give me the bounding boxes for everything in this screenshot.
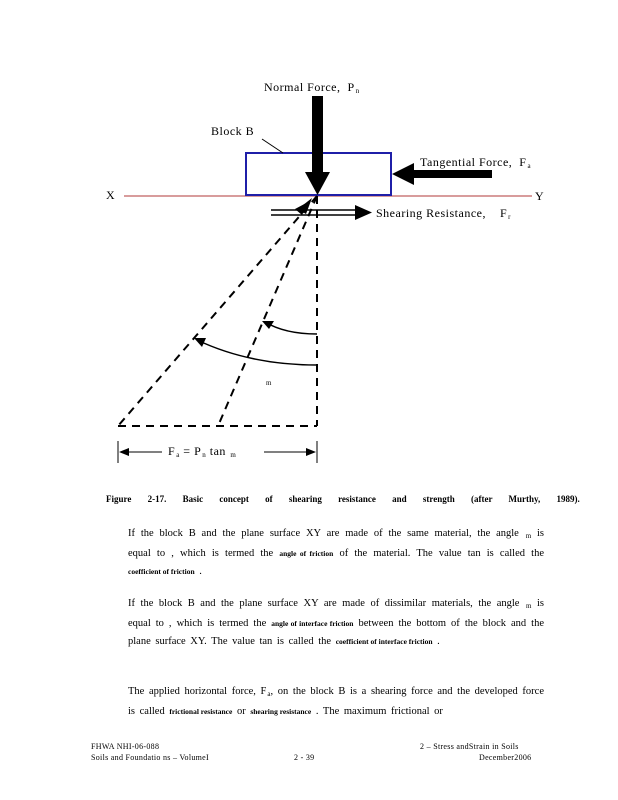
dimension-arrowhead-left	[119, 448, 129, 456]
normal-force-label: Normal Force, $P_n$	[264, 80, 360, 95]
block-label: Block B	[211, 124, 255, 138]
tangential-force-arrowhead	[392, 163, 414, 185]
normal-force-shaft	[312, 96, 323, 174]
footer-right-line2: December2006	[479, 753, 532, 762]
paragraph-text: If the block B and the plane surface XY are made of dissimilar materials, the angle $_m$ is equal to , which is termed the angle of interface friction between the bottom of the block and the plane surface XY. The value tan is called the coefficient of interface friction .	[128, 598, 545, 647]
page-number: 2 - 39	[294, 753, 315, 762]
angle-phi-arc	[265, 322, 317, 334]
shearing-resistance-label: Shearing Resistance, $F_r$	[376, 206, 512, 221]
bullet-paragraph	[108, 525, 544, 579]
dimension-arrowhead-right	[306, 448, 316, 456]
dashed-phi-m-line	[118, 196, 317, 426]
block-label-leader	[262, 139, 283, 153]
figure-caption: Figure 2-17. Basic concept of shearing resistance and strength (after Murthy, 1989).	[106, 494, 580, 504]
bullet-paragraph	[108, 683, 544, 719]
shearing-arrowhead	[355, 205, 372, 220]
tangential-force-label: Tangential Force, $F_a$	[420, 155, 532, 170]
x-axis-label: X	[106, 188, 116, 202]
paragraph-text: The applied horizontal force, $F_a$, on the block B is a shearing force and the developed force is called frictional resistance or shearing resistance . The maximum frictional or	[128, 686, 544, 717]
footer-left-line2: Soils and Foundatio ns – VolumeI	[91, 753, 209, 762]
normal-force-arrowhead	[305, 172, 330, 195]
y-axis-label: Y	[535, 189, 545, 203]
footer-right-line1: 2 – Stress andStrain in Soils	[420, 742, 519, 751]
bullet-paragraph	[108, 595, 544, 667]
footer-left-line1: FHWA NHI-06-088	[91, 742, 160, 751]
dashed-phi-line	[218, 196, 317, 426]
tangential-force-shaft	[412, 170, 492, 178]
paragraph-text: If the block B and the plane surface XY are made of the same material, the angle $_m$ is equal to , which is termed the angle of friction of the material. The value tan is called the coefficient of friction .	[128, 528, 544, 577]
friction-equation: $F_a = P_n$ tan $_m$	[168, 444, 237, 459]
angle-phi-m-label: m	[266, 379, 272, 387]
angle-phi-m-arc	[197, 340, 317, 365]
